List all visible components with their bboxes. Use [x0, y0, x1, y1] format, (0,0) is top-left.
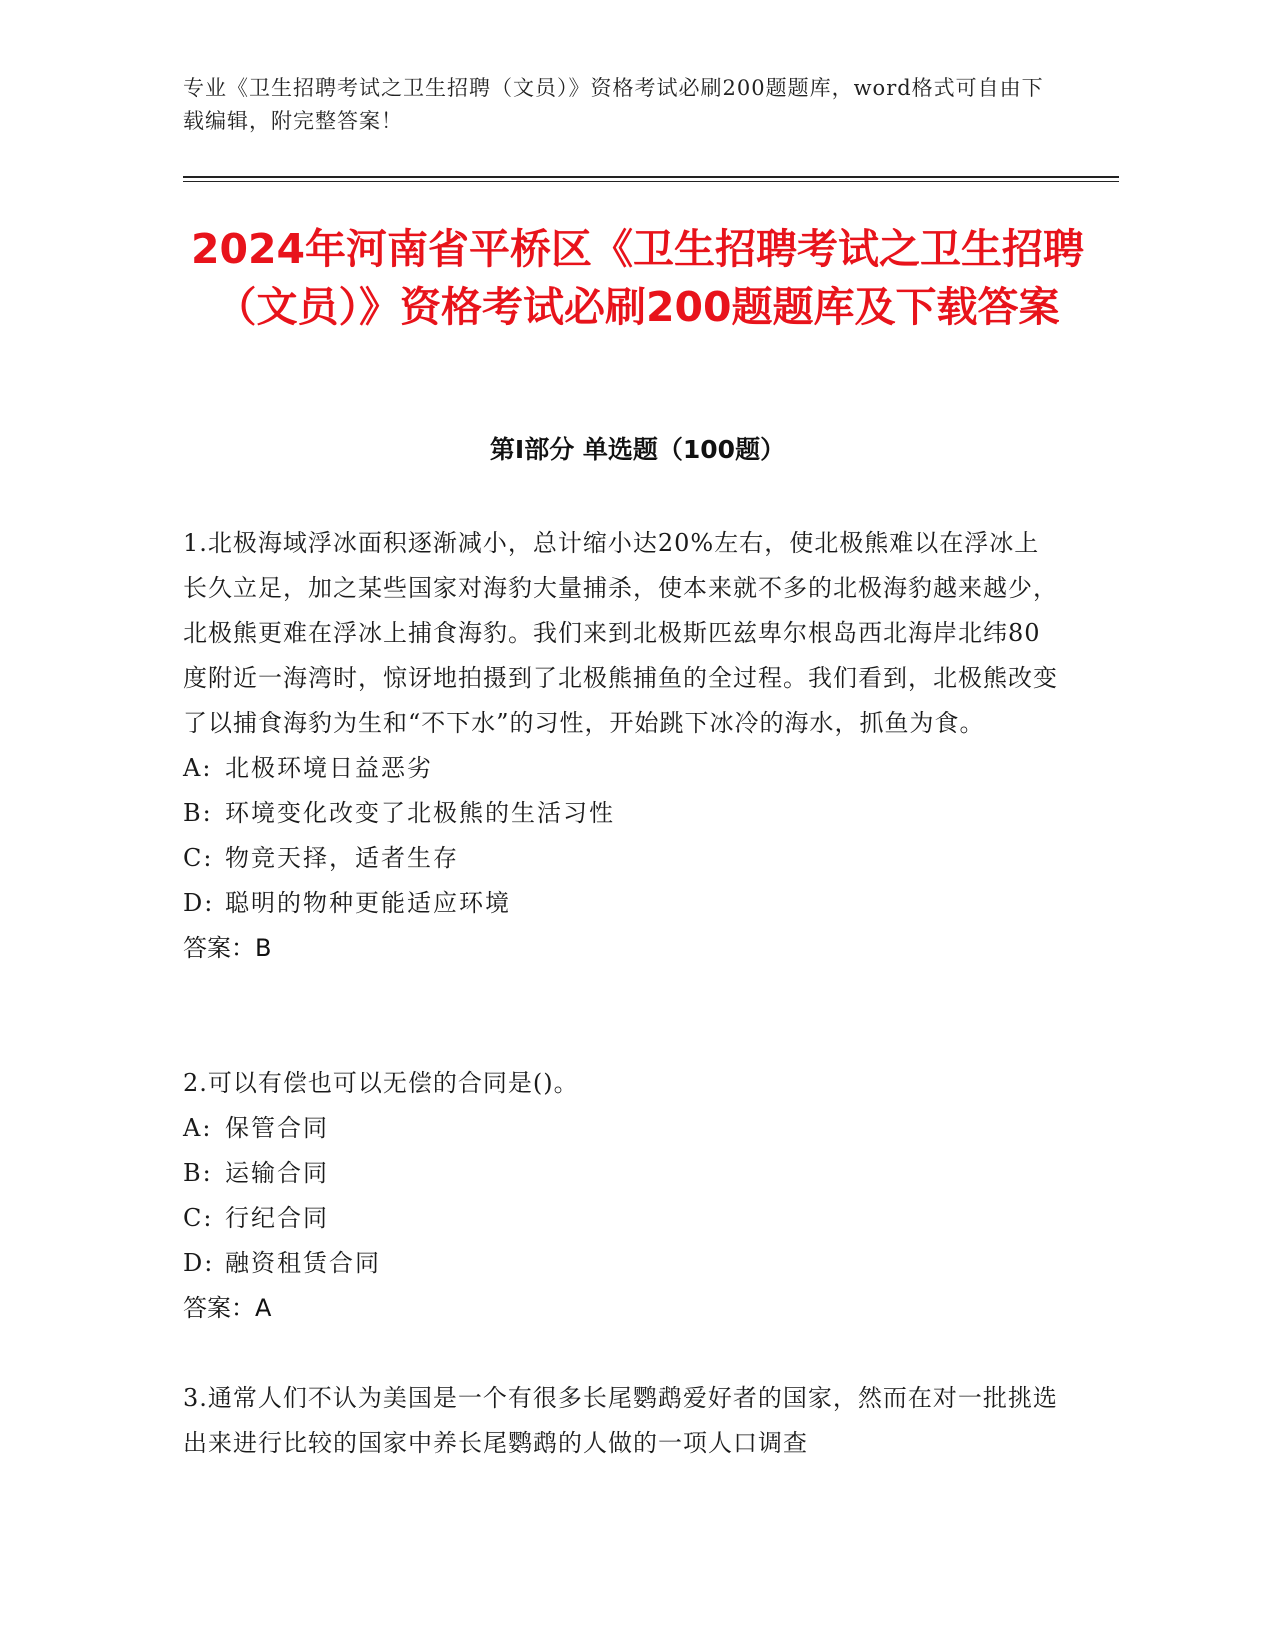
option-b: [183, 791, 1063, 836]
header-rule: [183, 176, 1119, 178]
option-d: [183, 881, 1063, 926]
section-heading: 第Ⅰ部分 单选题（100题）: [489, 435, 786, 464]
option-key: A:: [183, 754, 213, 782]
option-a: [183, 1106, 1063, 1151]
question-3: [183, 1376, 1063, 1466]
option-c: [183, 836, 1063, 881]
option-text: 运输合同: [225, 1159, 329, 1187]
question-stem: 3.通常人们不认为美国是一个有很多长尾鹦鹉爱好者的国家，然而在对一批挑选出来进行比较的国家中养长尾鹦鹉的人做的一项人口调查: [183, 1384, 1058, 1457]
option-key: D:: [183, 1249, 215, 1277]
question-1: [183, 521, 1063, 971]
option-key: A:: [183, 1114, 213, 1142]
question-stem: 1.北极海域浮冰面积逐渐减小，总计缩小达20%左右，使北极熊难以在浮冰上长久立足，加之某些国家对海豹大量捕杀，使本来就不多的北极海豹越来越少，北极熊更难在浮冰上捕食海豹。我们来到北极斯匹兹卑尔根岛西北海岸北纬80度附近一海湾时，惊讶地拍摄到了北极熊捕鱼的全过程。我们看到，北极熊改变了以捕食海豹为生和“不下水”的习性，开始跳下冰冷的海水，抓鱼为食。: [183, 529, 1058, 737]
option-key: D:: [183, 889, 215, 917]
option-key: C:: [183, 1204, 214, 1232]
question-2: [183, 1061, 1063, 1331]
answer: 答案：B: [183, 934, 272, 962]
option-a: [183, 746, 1063, 791]
option-c: [183, 1196, 1063, 1241]
question-stem: 2.可以有偿也可以无偿的合同是()。: [183, 1069, 579, 1097]
option-text: 环境变化改变了北极熊的生活习性: [225, 799, 615, 827]
option-text: 聪明的物种更能适应环境: [225, 889, 511, 917]
option-text: 行纪合同: [225, 1204, 329, 1232]
option-text: 北极环境日益恶劣: [225, 754, 433, 782]
header-note: 专业《卫生招聘考试之卫生招聘（文员）》资格考试必刷200题题库，word格式可自由下载编辑，附完整答案！: [183, 76, 1044, 133]
header-rule-thin: [183, 181, 1119, 182]
option-b: [183, 1151, 1063, 1196]
option-key: B:: [183, 1159, 213, 1187]
option-text: 物竞天择，适者生存: [225, 844, 459, 872]
answer: 答案：A: [183, 1294, 272, 1322]
option-text: 保管合同: [225, 1114, 329, 1142]
option-text: 融资租赁合同: [225, 1249, 381, 1277]
document-title: 2024年河南省平桥区《卫生招聘考试之卫生招聘（文员）》资格考试必刷200题题库及下载答案: [190, 225, 1085, 331]
option-key: B:: [183, 799, 213, 827]
option-d: [183, 1241, 1063, 1286]
option-key: C:: [183, 844, 214, 872]
